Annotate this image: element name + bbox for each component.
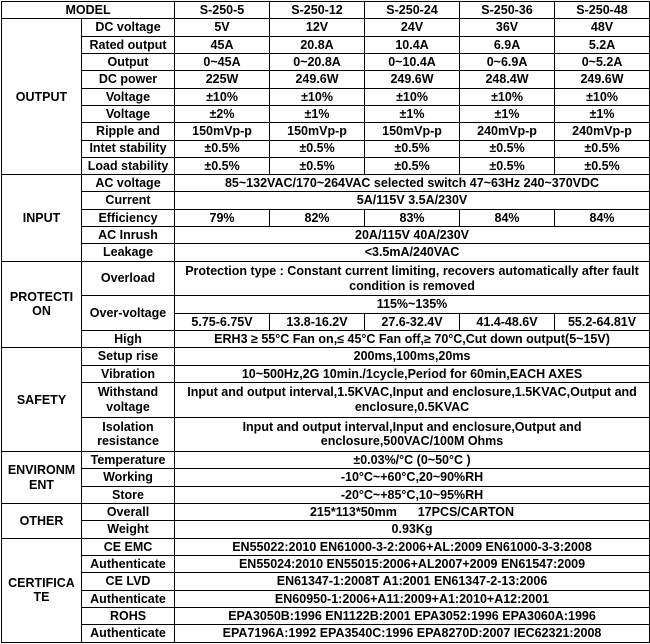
text-line: Protection type : Constant current limiting, recovers automatically after fault [185, 264, 639, 279]
table-row [2, 88, 650, 105]
cell-value: ±0.5% [460, 157, 555, 174]
cell-value: ±0.5% [365, 140, 460, 157]
row-label: AC Inrush [82, 227, 175, 244]
cell-value: 48V [555, 19, 650, 36]
label-line: voltage [106, 399, 150, 414]
text-line: Input and output interval,1.5KVAC,Input and enclosure,1.5KVAC,Output and [187, 385, 637, 400]
cell-value: 36V [460, 19, 555, 36]
row-label: Authenticate [82, 625, 175, 643]
cell-value: 0~45A [175, 53, 270, 70]
cell-value: 5V [175, 19, 270, 36]
label-line: Isolation [102, 419, 154, 434]
cell-value: ±0.5% [270, 157, 365, 174]
row-label: Efficiency [82, 209, 175, 226]
table-row [2, 538, 650, 555]
cell-value: 84% [555, 209, 650, 226]
cell-value: 82% [270, 209, 365, 226]
table-row [2, 573, 650, 590]
category-line: PROTECTI [9, 290, 74, 305]
cell-value [175, 382, 650, 417]
table-row [2, 261, 650, 296]
cell-value: ±0.5% [175, 157, 270, 174]
cell-value: -10°C~+60°C,20~90%RH [175, 469, 650, 486]
table-row [2, 296, 650, 313]
category-line: ON [32, 304, 51, 319]
row-label: Temperature [82, 452, 175, 469]
spec-table [1, 1, 650, 643]
table-row [2, 123, 650, 140]
cell-value: 240mVp-p [555, 123, 650, 140]
cell-value: 10~500Hz,2G 10min./1cycle,Period for 60min,EACH AXES [175, 365, 650, 382]
cell-value: ±0.03%/°C (0~50°C ) [175, 452, 650, 469]
cell-value: ±0.5% [175, 140, 270, 157]
row-label: ROHS [82, 607, 175, 624]
table-row [2, 607, 650, 624]
text-line: Input and output interval,Input and enclosure,Output and [242, 419, 582, 434]
model-name: S-250-48 [555, 2, 650, 19]
table-row [2, 192, 650, 209]
cell-value [175, 261, 650, 296]
table-row [2, 590, 650, 607]
model-name: S-250-24 [365, 2, 460, 19]
table-row [2, 348, 650, 365]
cell-value: ±0.5% [555, 157, 650, 174]
table-row [2, 157, 650, 174]
cell-value: 249.6W [270, 71, 365, 88]
cell-value: 27.6-32.4V [365, 313, 460, 330]
cell-value: 45A [175, 36, 270, 53]
row-label: Weight [82, 521, 175, 538]
text-line: enclosure,0.5KVAC [354, 399, 470, 414]
cell-value: ±10% [365, 88, 460, 105]
row-label: Overall [82, 504, 175, 521]
table-row [2, 521, 650, 538]
cell-value: 13.8-16.2V [270, 313, 365, 330]
row-label: CE EMC [82, 538, 175, 555]
row-label: Intet stability [82, 140, 175, 157]
row-label: Working [82, 469, 175, 486]
cell-value: ±10% [555, 88, 650, 105]
cell-value: 12V [270, 19, 365, 36]
model-header: MODEL [2, 2, 175, 19]
row-label: Voltage [82, 88, 175, 105]
cell-value: 20.8A [270, 36, 365, 53]
row-label: CE LVD [82, 573, 175, 590]
row-label: Leakage [82, 244, 175, 261]
row-label: Store [82, 486, 175, 503]
cell-value: ±2% [175, 105, 270, 122]
model-name: S-250-36 [460, 2, 555, 19]
table-row [2, 504, 650, 521]
category-protection [2, 261, 82, 348]
cell-value: 55.2-64.81V [555, 313, 650, 330]
cell-value: EN55024:2010 EN55015:2006+AL2007+2009 EN61547:2009 [175, 556, 650, 573]
cell-value: 0~6.9A [460, 53, 555, 70]
model-name: S-250-12 [270, 2, 365, 19]
category-safety: SAFETY [2, 348, 82, 452]
table-row [2, 625, 650, 643]
cell-value: 0.93Kg [175, 521, 650, 538]
model-name: S-250-5 [175, 2, 270, 19]
cell-value: 0~10.4A [365, 53, 460, 70]
cell-value: ±0.5% [270, 140, 365, 157]
cell-value: 20A/115V 40A/230V [175, 227, 650, 244]
row-label: Authenticate [82, 590, 175, 607]
cell-value: ±0.5% [555, 140, 650, 157]
table-row [2, 452, 650, 469]
cell-value: <3.5mA/240VAC [175, 244, 650, 261]
cell-value: ±1% [270, 105, 365, 122]
cell-value: ±1% [365, 105, 460, 122]
table-row [2, 469, 650, 486]
cell-value: 249.6W [365, 71, 460, 88]
category-line: ENT [29, 477, 54, 492]
label-line: resistance [97, 434, 159, 449]
header-row [2, 2, 650, 19]
cell-value: 248.4W [460, 71, 555, 88]
cell-value: 6.9A [460, 36, 555, 53]
cell-value: -20°C~+85°C,10~95%RH [175, 486, 650, 503]
cell-value: 41.4-48.6V [460, 313, 555, 330]
text-line: enclosure,500VAC/100M Ohms [320, 434, 504, 449]
table-row [2, 175, 650, 192]
row-label: Over-voltage [82, 296, 175, 331]
cell-value: 249.6W [555, 71, 650, 88]
category-other: OTHER [2, 504, 82, 539]
cell-value: ±0.5% [460, 140, 555, 157]
table-row [2, 382, 650, 417]
row-label [82, 382, 175, 417]
cell-value: ±1% [555, 105, 650, 122]
row-label: Output [82, 53, 175, 70]
row-label [82, 417, 175, 452]
row-label: Setup rise [82, 348, 175, 365]
cell-value: EN60950-1:2006+A11:2009+A1:2010+A12:2001 [175, 590, 650, 607]
cell-value: EPA7196A:1992 EPA3540C:1996 EPA8270D:2007 IEC62321:2008 [175, 625, 650, 643]
row-label: DC voltage [82, 19, 175, 36]
cell-value: 0~20.8A [270, 53, 365, 70]
cell-value: 225W [175, 71, 270, 88]
row-label: Authenticate [82, 556, 175, 573]
cell-value: 215*113*50mm 17PCS/CARTON [175, 504, 650, 521]
table-row [2, 53, 650, 70]
cell-value: 85~132VAC/170~264VAC selected switch 47~63Hz 240~370VDC [175, 175, 650, 192]
category-input: INPUT [2, 175, 82, 262]
cell-value: 5A/115V 3.5A/230V [175, 192, 650, 209]
row-label: Ripple and [82, 123, 175, 140]
cell-value: ±10% [270, 88, 365, 105]
row-label: Vibration [82, 365, 175, 382]
cell-value: 83% [365, 209, 460, 226]
cell-value: EN61347-1:2008T A1:2001 EN61347-2-13:2006 [175, 573, 650, 590]
cell-value: 150mVp-p [365, 123, 460, 140]
cell-value: 79% [175, 209, 270, 226]
table-row [2, 19, 650, 36]
cell-value: 240mVp-p [460, 123, 555, 140]
row-label: Current [82, 192, 175, 209]
cell-value: 5.2A [555, 36, 650, 53]
cell-value [175, 417, 650, 452]
table-row [2, 36, 650, 53]
table-row [2, 556, 650, 573]
row-label: Overload [82, 261, 175, 296]
table-row [2, 330, 650, 347]
cell-value: ±10% [460, 88, 555, 105]
cell-value: ±1% [460, 105, 555, 122]
cell-value: ±0.5% [365, 157, 460, 174]
cell-value: EPA3050B:1996 EN1122B:2001 EPA3052:1996 EPA3060A:1996 [175, 607, 650, 624]
cell-value: 150mVp-p [270, 123, 365, 140]
row-label: DC power [82, 71, 175, 88]
cell-value: 0~5.2A [555, 53, 650, 70]
table-row [2, 140, 650, 157]
table-row [2, 486, 650, 503]
category-line: CERTIFICA [8, 575, 75, 590]
table-row [2, 365, 650, 382]
row-label: AC voltage [82, 175, 175, 192]
cell-value: ±10% [175, 88, 270, 105]
table-row [2, 105, 650, 122]
cell-value: 115%~135% [175, 296, 650, 313]
category-line: ENVIRONM [7, 463, 76, 478]
text-line: condition is removed [349, 278, 475, 293]
cell-value: EN55022:2010 EN61000-3-2:2006+AL:2009 EN61000-3-3:2008 [175, 538, 650, 555]
row-label: Voltage [82, 105, 175, 122]
cell-value: 200ms,100ms,20ms [175, 348, 650, 365]
category-environment [2, 452, 82, 504]
row-label: Load stability [82, 157, 175, 174]
cell-value: 5.75-6.75V [175, 313, 270, 330]
category-certificate [2, 538, 82, 642]
cell-value: 24V [365, 19, 460, 36]
row-label: High [82, 330, 175, 347]
cell-value: ERH3 ≥ 55°C Fan on,≤ 45°C Fan off,≥ 70°C,Cut down output(5~15V) [175, 330, 650, 347]
table-row [2, 417, 650, 452]
label-line: Withstand [97, 385, 159, 400]
cell-value: 10.4A [365, 36, 460, 53]
cell-value: 150mVp-p [175, 123, 270, 140]
category-line: TE [33, 590, 50, 605]
cell-value: 84% [460, 209, 555, 226]
table-row [2, 209, 650, 226]
table-row [2, 227, 650, 244]
row-label: Rated output [82, 36, 175, 53]
table-row [2, 71, 650, 88]
table-row [2, 244, 650, 261]
category-output: OUTPUT [2, 19, 82, 175]
